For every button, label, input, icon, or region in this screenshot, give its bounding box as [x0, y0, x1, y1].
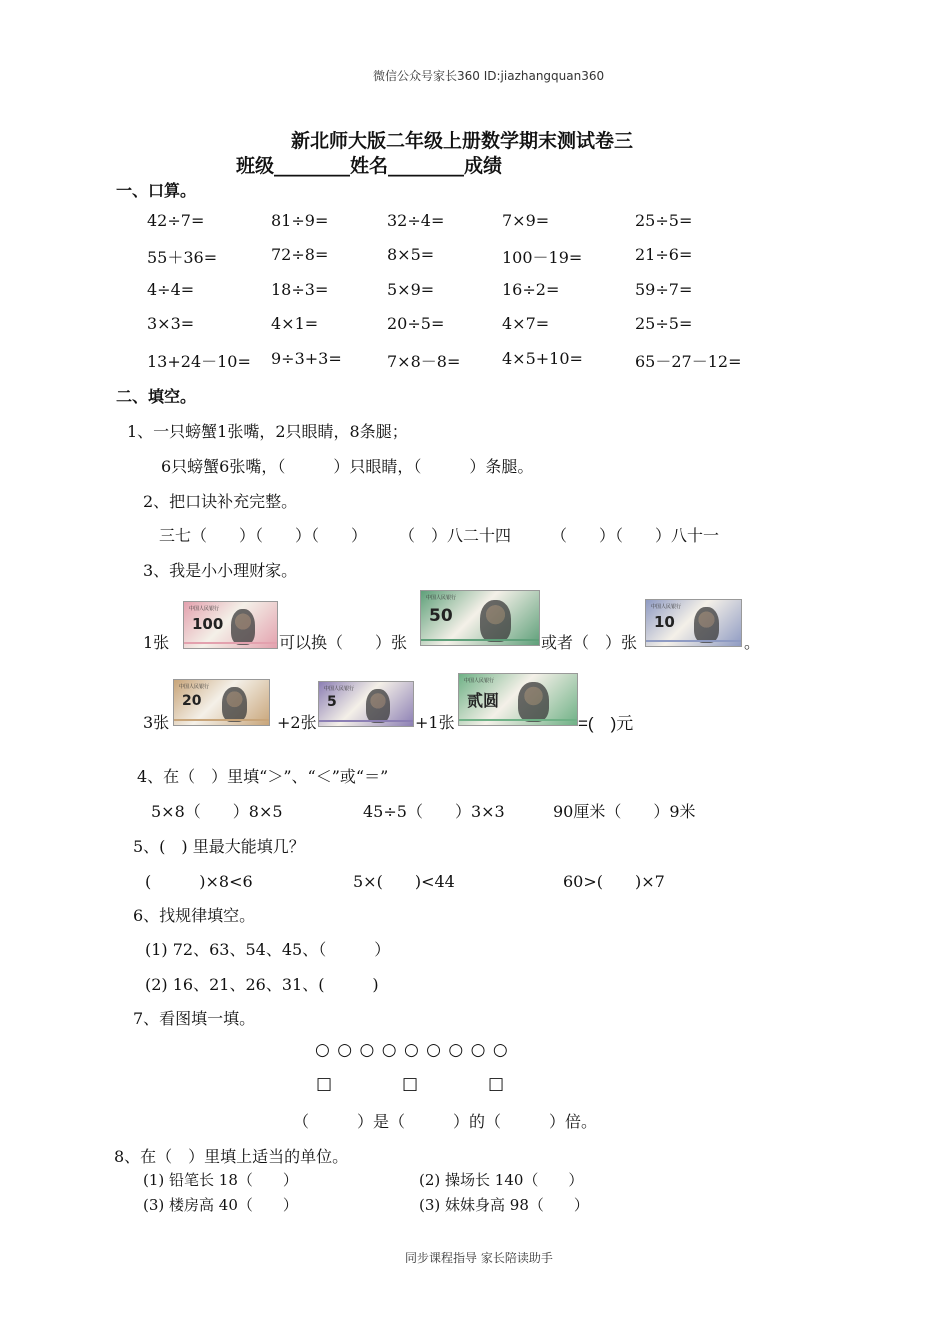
money-text: 或者（ ）张	[541, 633, 638, 652]
calc-item: 4÷4=	[147, 280, 195, 299]
calc-item: 100－19=	[502, 248, 583, 267]
page-title: 新北师大版二年级上册数学期末测试卷三	[291, 130, 634, 152]
calc-item: 55＋36=	[147, 248, 218, 267]
banknote-100-yuan	[183, 601, 278, 649]
money-text: +2张	[277, 713, 317, 732]
question-1-blanks: 6只螃蟹6张嘴，（ ）只眼睛，（ ）条腿。	[161, 457, 534, 476]
max-fill-item: 60>( )×7	[563, 872, 665, 891]
question-2-line: 三七（ ）（ ）（ ） （ ）八二十四 （ ）（ ）八十一	[159, 526, 720, 545]
banknote-stripe	[646, 640, 741, 642]
banknote-denomination: 5	[327, 694, 337, 710]
banknote-stripe	[174, 719, 269, 721]
banknote-bank-label: 中国人民银行	[464, 678, 495, 684]
calc-item: 20÷5=	[387, 314, 445, 333]
banknote-portrait	[694, 607, 719, 643]
banknote-20-yuan	[173, 679, 270, 726]
student-info-line: 班级________姓名________成绩	[236, 155, 503, 177]
calc-item: 16÷2=	[502, 280, 560, 299]
banknote-portrait	[231, 609, 255, 645]
calc-item: 9÷3+3=	[271, 349, 342, 368]
banknote-denomination: 20	[182, 693, 202, 709]
question-7-stem: 7、看图填一填。	[133, 1009, 256, 1028]
max-fill-item: ( )×8<6	[145, 872, 253, 891]
question-4-stem: 4、在（ ）里填“＞”、“＜”或“＝”	[137, 767, 389, 786]
circles-row: ○ ○ ○ ○ ○ ○ ○ ○ ○	[315, 1040, 509, 1060]
calc-item: 13+24－10=	[147, 352, 251, 371]
compare-item: 45÷5（ ）3×3	[363, 802, 505, 821]
square-shape: □	[488, 1074, 505, 1094]
banknote-portrait	[518, 682, 549, 722]
question-2-stem: 2、把口诀补充完整。	[143, 492, 298, 511]
calc-item: 32÷4=	[387, 211, 445, 230]
calc-item: 59÷7=	[635, 280, 693, 299]
banknote-bank-label: 中国人民银行	[324, 686, 355, 692]
unit-item: (2) 操场长 140（ ）	[419, 1171, 584, 1189]
calc-item: 25÷5=	[635, 211, 693, 230]
money-text: 3张	[143, 713, 170, 732]
banknote-stripe	[421, 639, 539, 641]
calc-item: 65－27－12=	[635, 352, 742, 371]
calc-item: 81÷9=	[271, 211, 329, 230]
banknote-portrait	[480, 600, 511, 642]
question-1-stem: 1、一只螃蟹1张嘴，2只眼睛，8条腿；	[127, 422, 408, 441]
section-heading-mental-math: 一、口算。	[116, 181, 197, 200]
banknote-bank-label: 中国人民银行	[179, 684, 210, 690]
money-text: 可以换（ ）张	[279, 633, 408, 652]
calc-item: 8×5=	[387, 245, 435, 264]
banknote-bank-label: 中国人民银行	[651, 604, 682, 610]
banknote-5-yuan	[318, 681, 414, 727]
calc-item: 5×9=	[387, 280, 435, 299]
banknote-stripe	[459, 719, 577, 721]
pattern-item: (1) 72、63、54、45、（ ）	[145, 940, 391, 959]
question-5-stem: 5、( ) 里最大能填几？	[133, 837, 305, 856]
calc-item: 7×9=	[502, 211, 550, 230]
calc-item: 7×8－8=	[387, 352, 461, 371]
pattern-item: (2) 16、21、26、31、( )	[145, 975, 379, 994]
unit-item: (3) 楼房高 40（ ）	[143, 1196, 298, 1214]
page-header: 微信公众号家长360 ID:jiazhangquan360	[373, 69, 605, 83]
banknote-50-yuan	[420, 590, 540, 646]
banknote-denomination: 10	[654, 613, 675, 631]
question-6-stem: 6、找规律填空。	[133, 906, 256, 925]
banknote-10-yuan	[645, 599, 742, 647]
banknote-portrait	[222, 687, 247, 722]
question-8-stem: 8、在（ ）里填上适当的单位。	[114, 1147, 349, 1166]
banknote-denomination: 100	[192, 615, 224, 633]
unit-item: (3) 妹妹身高 98（ ）	[419, 1196, 589, 1214]
banknote-2-yuan	[458, 673, 578, 726]
banknote-portrait	[366, 689, 390, 723]
calc-item: 72÷8=	[271, 245, 329, 264]
max-fill-item: 5×( )<44	[353, 872, 455, 891]
calc-item: 4×5+10=	[502, 349, 583, 368]
square-shape: □	[402, 1074, 419, 1094]
calc-item: 3×3=	[147, 314, 195, 333]
calc-item: 25÷5=	[635, 314, 693, 333]
calc-item: 18÷3=	[271, 280, 329, 299]
calc-item: 4×1=	[271, 314, 319, 333]
section-heading-fill-blanks: 二、填空。	[116, 387, 197, 406]
calc-item: 4×7=	[502, 314, 550, 333]
banknote-bank-label: 中国人民银行	[426, 595, 457, 601]
banknote-stripe	[319, 720, 413, 722]
money-text: +1张	[415, 713, 455, 732]
compare-item: 5×8（ ）8×5	[151, 802, 283, 821]
calc-item: 42÷7=	[147, 211, 205, 230]
banknote-denomination: 贰圆	[467, 691, 500, 710]
money-text: 。	[744, 633, 761, 652]
banknote-stripe	[184, 642, 277, 644]
money-total-blank: =( )元	[578, 714, 634, 733]
banknote-denomination: 50	[429, 606, 453, 626]
money-text: 1张	[143, 633, 170, 652]
unit-item: (1) 铅笔长 18（ ）	[143, 1171, 298, 1189]
times-relation-line: （ ）是（ ）的（ ）倍。	[293, 1112, 598, 1131]
compare-item: 90厘米（ ）9米	[553, 802, 696, 821]
banknote-bank-label: 中国人民银行	[189, 606, 220, 612]
calc-item: 21÷6=	[635, 245, 693, 264]
square-shape: □	[316, 1074, 333, 1094]
page-footer: 同步课程指导 家长陪读助手	[405, 1251, 553, 1265]
question-3-stem: 3、我是小小理财家。	[143, 561, 298, 580]
